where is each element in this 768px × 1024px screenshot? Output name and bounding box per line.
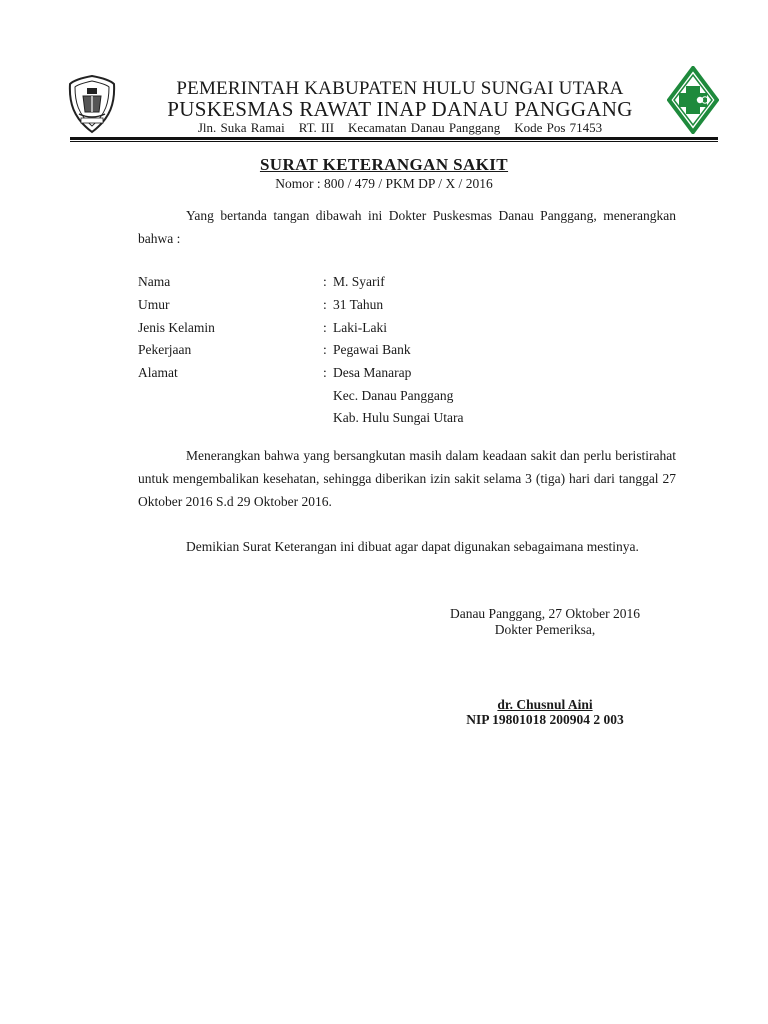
field-value-nama: M. Syarif [333, 274, 385, 289]
field-label-jenis-kelamin: Jenis Kelamin [138, 320, 215, 335]
letterhead-institution: PUSKESMAS RAWAT INAP DANAU PANGGANG [167, 97, 633, 121]
field-colon: : [323, 365, 327, 380]
signature-nip: NIP 19801018 200904 2 003 [466, 712, 624, 727]
signature-place-date: Danau Panggang, 27 Oktober 2016 [449, 606, 641, 621]
field-label-nama: Nama [138, 274, 171, 289]
regency-seal-icon [67, 74, 117, 134]
field-value-alamat-kabupaten: Kab. Hulu Sungai Utara [333, 410, 464, 425]
field-value-umur: 31 Tahun [333, 297, 384, 312]
puskesmas-logo-icon [667, 66, 719, 134]
field-value-pekerjaan: Pegawai Bank [333, 342, 411, 357]
letterhead-rule-thick [70, 137, 718, 140]
field-label-umur: Umur [138, 297, 170, 312]
address-postal: Kode Pos 71453 [514, 120, 603, 135]
closing-paragraph: Demikian Surat Keterangan ini dibuat agar dapat digunakan sebagaimana mestinya. [186, 539, 639, 554]
document-number: Nomor : 800 / 479 / PKM DP / X / 2016 [275, 176, 493, 191]
field-value-alamat: Desa Manarap [333, 365, 412, 380]
field-value-alamat-kecamatan: Kec. Danau Panggang [333, 388, 454, 403]
address-street: Jln. Suka Ramai [197, 120, 285, 135]
field-colon: : [323, 342, 327, 357]
document-title: SURAT KETERANGAN SAKIT [259, 155, 509, 174]
letterhead-government: PEMERINTAH KABUPATEN HULU SUNGAI UTARA [176, 78, 624, 99]
signature-name: dr. Chusnul Aini [497, 697, 593, 712]
letterhead-address [120, 120, 680, 136]
field-colon: : [323, 297, 327, 312]
intro-paragraph: Yang bertanda tangan dibawah ini Dokter Puskesmas Danau Panggang, menerangkan bahwa : [138, 208, 676, 246]
field-label-pekerjaan: Pekerjaan [138, 342, 192, 357]
address-rt: RT. III [298, 120, 335, 135]
address-district: Kecamatan Danau Panggang [348, 120, 501, 135]
statement-paragraph: Menerangkan bahwa yang bersangkutan masih dalam keadaan sakit dan perlu beristirahat untuk mengembalikan kesehatan, sehingga diberikan izin sakit selama 3 (tiga) hari dari tanggal 27 Oktober 2016 S.d 29 Oktober 2016. [138, 448, 676, 509]
field-colon: : [323, 274, 327, 289]
field-label-alamat: Alamat [138, 365, 178, 380]
signature-role: Dokter Pemeriksa, [494, 622, 596, 637]
field-colon: : [323, 320, 327, 335]
letterhead-rule-thin [70, 141, 718, 142]
field-value-jenis-kelamin: Laki-Laki [333, 320, 387, 335]
